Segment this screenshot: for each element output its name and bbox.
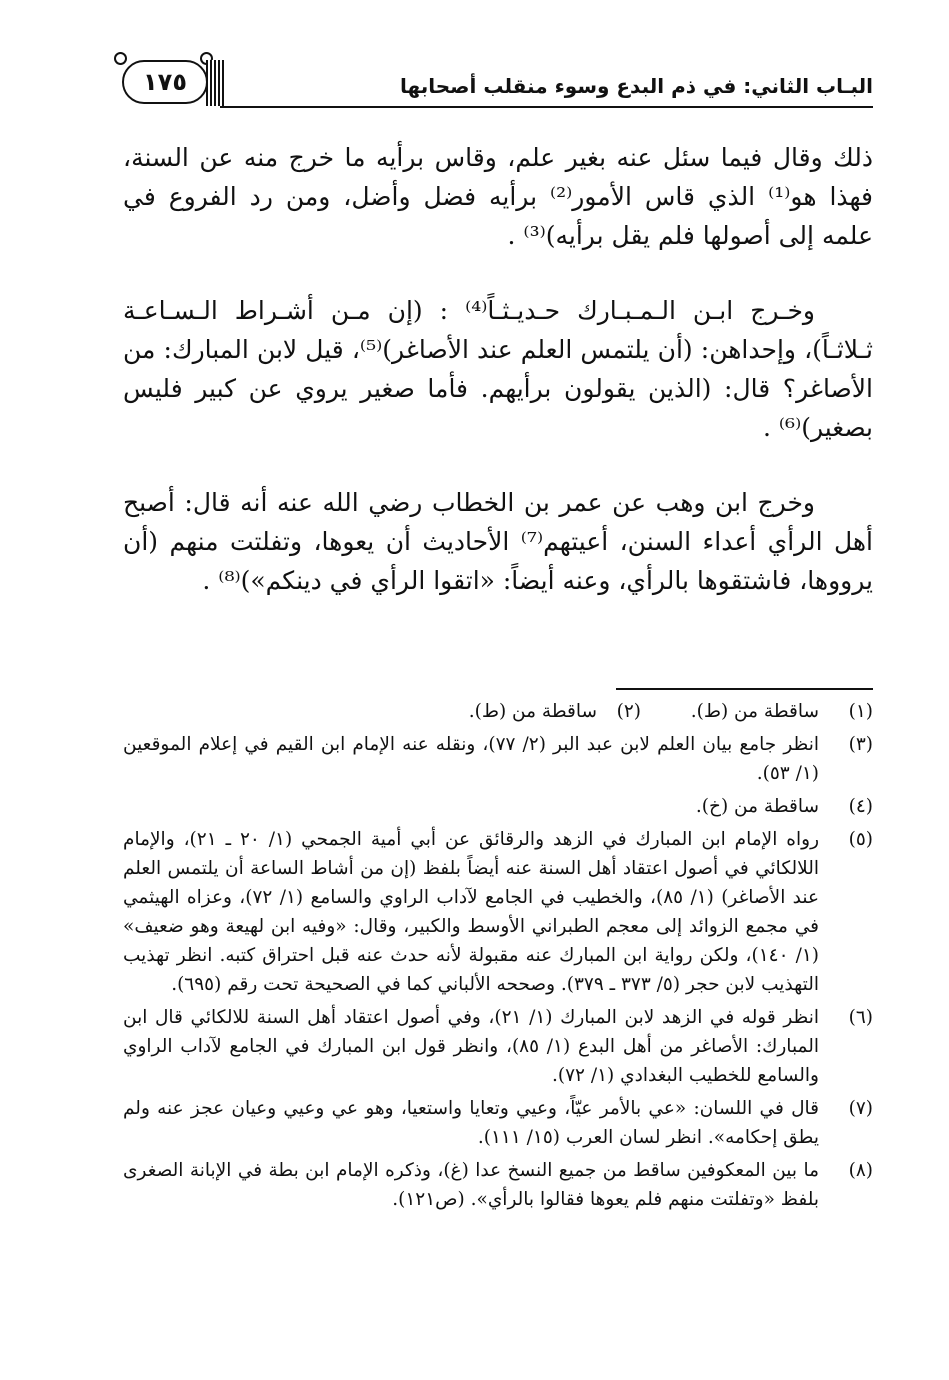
footnote-row — [123, 1156, 873, 1214]
footnote-number: (٨) — [848, 1160, 873, 1181]
footnote-number: (٢) — [616, 701, 641, 722]
footnote-separator — [616, 688, 873, 690]
page-header — [100, 52, 873, 108]
ornament-ring-left — [114, 52, 127, 65]
footnote-row — [123, 1094, 873, 1152]
main-text — [123, 138, 873, 636]
footnote-row — [123, 1003, 873, 1090]
footnote-number: (١) — [848, 701, 873, 722]
footnote-row — [123, 792, 873, 821]
paragraph: ذلك وقال فيما سئل عنه بغير علم، وقاس برأيه ما خرج منه عن السنة، فهذا هو⁽¹⁾ الذي قاس الأمور⁽²⁾ برأيه فضل وأضل، ومن رد الفروع في علمه إلى أصولها فلم يقل برأيه)⁽³⁾ . — [123, 143, 873, 250]
footnote-row — [123, 730, 873, 788]
paragraph: وخـرج ابـن الـمـبـارك حـديـثـاً⁽⁴⁾ : (إن مـن أشـراط الـسـاعـة ثـلاثـاً)، وإحداهن: (أن يلتمس العلم عند الأصاغر)⁽⁵⁾، قيل لابن المبارك: من الأصاغر؟ قال: (الذين يقولون برأيهم. فأما صغير يروي عن كبير فليس بصغير)⁽⁶⁾ . — [123, 296, 873, 442]
page-number-ornament — [100, 52, 226, 108]
footnote-row — [123, 825, 873, 999]
ornament-stripes — [206, 60, 224, 106]
footnote-text: انظر قوله في الزهد لابن المبارك (١/ ٢١)، وفي أصول اعتقاد أهل السنة للالكائي قال ابن المبارك: الأصاغر من أهل البدع (١/ ٨٥)، وانظر قول ابن المبارك في الجامع لآداب الراوي والسامع للخطيب البغدادي (١/ ٧٢). — [123, 1007, 819, 1086]
footnote-text: رواه الإمام ابن المبارك في الزهد والرقائق عن أبي أمية الجمحي (١/ ٢٠ ـ ٢١)، والإمام اللالكائي في أصول اعتقاد أهل السنة عنه أيضاً بلفظ (إن من أشاط الساعة أن يلتمس العلم عند الأصاغر) (١/ ٨٥)، والخطيب في الجامع لآداب الراوي والسامع (١/ ٧٢)، وعزاه الهيثمي في مجمع الزوائد إلى معجم الطبراني الأوسط والكبير، وقال: «وفيه ابن لهيعة وهو ضعيف» (١/ ١٤٠)، ولكن رواية ابن المبارك عنه مقبولة لأنه حدث عنه قبل احتراق كتبه. انظر تهذيب التهذيب لابن حجر (٥/ ٣٧٣ ـ ٣٧٩). وصححه الألباني كما في الصحيحة تحت رقم (٦٩٥). — [123, 829, 820, 995]
footnote-text: انظر جامع بيان العلم لابن عبد البر (٢/ ٧٧)، ونقله عنه الإمام ابن القيم في إعلام الموقعين (١/ ٥٣). — [123, 734, 819, 784]
footnotes — [123, 697, 873, 1218]
header-rule — [220, 106, 873, 108]
footnote-text: قال في اللسان: «عي بالأمر عيّاً، وعيي وتعايا واستعيا، وهو عي وعيي وعيان عجز عنه ولم يطق إحكامه». انظر لسان العرب (١٥/ ١١١). — [123, 1098, 819, 1148]
footnote-row — [123, 697, 873, 726]
paragraph: وخرج ابن وهب عن عمر بن الخطاب رضي الله عنه أنه قال: أصبح أهل الرأي أعداء السنن، أعيتهم⁽⁷⁾ الأحاديث أن يعوها، وتفلتت منهم (أن يرووها، فاشتقوها بالرأي، وعنه أيضاً: «اتقوا الرأي في دينكم»)⁽⁸⁾ . — [123, 488, 874, 595]
footnote-text: ما بين المعكوفين ساقط من جميع النسخ عدا (غ)، وذكره الإمام ابن بطة في الإبانة الصغرى بلفظ «وتفلتت منهم فلم يعوها فقالوا بالرأي». (ص١٢١). — [123, 1160, 819, 1210]
footnote-number: (٣) — [848, 734, 873, 755]
footnote-number: (٤) — [848, 796, 873, 817]
footnote-number: (٥) — [848, 829, 873, 850]
footnote-text: ساقطة من (خ). — [695, 796, 819, 817]
running-title: البـاب الثاني: في ذم البدع وسوء منقلب أصحابها — [400, 74, 873, 98]
footnote-text: ساقطة من (ط). — [468, 701, 597, 722]
footnote-text: ساقطة من (ط). — [690, 701, 819, 722]
page-number: ١٧٥ — [122, 60, 208, 104]
footnote-number: (٦) — [848, 1007, 873, 1028]
footnote-number: (٧) — [848, 1098, 873, 1119]
